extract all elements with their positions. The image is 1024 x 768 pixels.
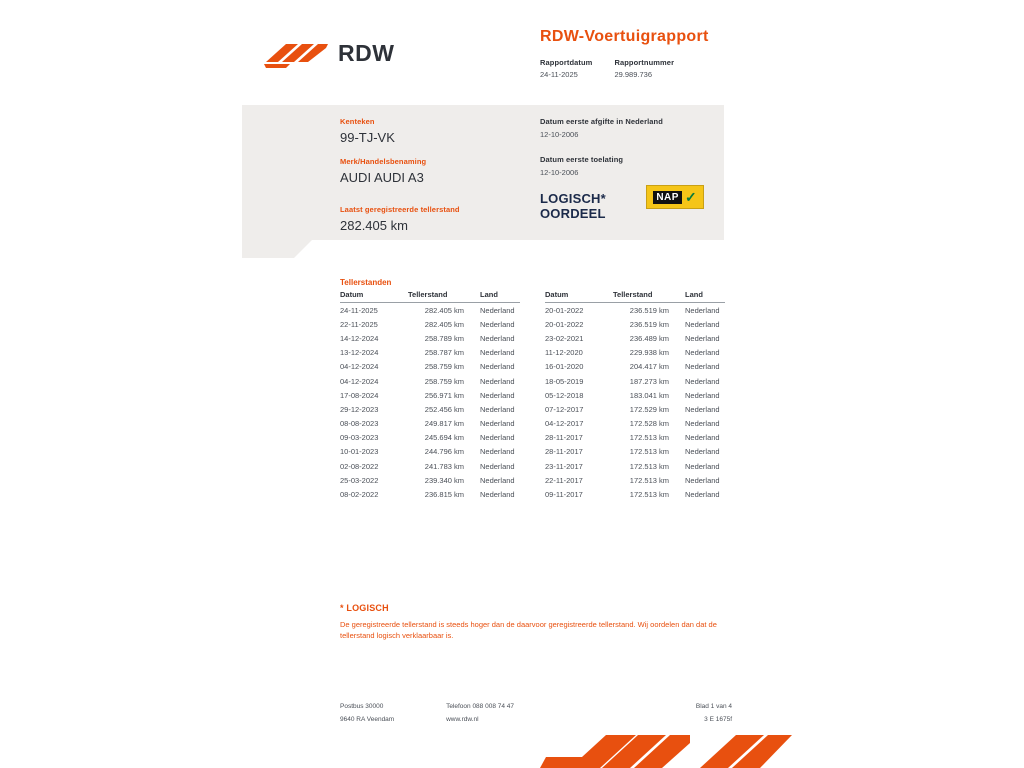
table-row <box>545 374 725 388</box>
footer-contact <box>446 700 514 726</box>
summary-left-column <box>340 117 530 245</box>
merk-block <box>340 157 530 185</box>
cell-tellerstand: 282.405 km <box>424 305 464 315</box>
merk-label: Merk/Handelsbenaming <box>340 157 427 166</box>
col-tellerstand: Tellerstand <box>607 290 677 303</box>
cell-land: Nederland <box>480 348 515 358</box>
cell-tellerstand: 258.789 km <box>424 333 464 343</box>
cell-tellerstand: 187.273 km <box>629 376 669 386</box>
table-row <box>340 445 520 459</box>
table-row <box>340 317 520 331</box>
cell-tellerstand: 204.417 km <box>629 362 669 372</box>
cell-datum: 25-03-2022 <box>340 475 379 485</box>
footer-website[interactable]: www.rdw.nl <box>446 716 479 723</box>
document-header <box>242 18 742 88</box>
cell-datum: 23-11-2017 <box>545 461 583 471</box>
cell-tellerstand: 172.513 km <box>629 447 669 457</box>
cell-land: Nederland <box>480 305 515 315</box>
cell-datum: 28-11-2017 <box>545 433 583 443</box>
cell-datum: 23-02-2021 <box>545 333 584 343</box>
cell-datum: 22-11-2025 <box>340 319 378 329</box>
table-row <box>545 445 725 459</box>
cell-tellerstand: 258.759 km <box>424 376 464 386</box>
laatste-tellerstand-block <box>340 205 530 233</box>
cell-datum: 08-08-2023 <box>340 419 379 429</box>
col-land: Land <box>472 290 520 303</box>
cell-tellerstand: 282.405 km <box>424 319 464 329</box>
tellerstanden-table-left <box>340 290 520 502</box>
cell-tellerstand: 236.489 km <box>629 333 669 343</box>
footnote-body: De geregistreerde tellerstand is steeds hoger dan de daarvoor geregistreerde tellerstand. Wij oordelen dan dat de tellerstand logisch verklaarbaar is. <box>340 620 717 640</box>
cell-tellerstand: 236.815 km <box>424 490 464 500</box>
report-date-label: Rapportdatum <box>540 58 593 67</box>
tellerstanden-table-right <box>545 290 725 502</box>
table-row <box>545 317 725 331</box>
cell-land: Nederland <box>685 333 720 343</box>
cell-datum: 09-11-2017 <box>545 490 583 500</box>
cell-tellerstand: 172.528 km <box>629 419 669 429</box>
cell-tellerstand: 172.513 km <box>629 461 669 471</box>
table-body-right <box>545 303 725 502</box>
cell-datum: 29-12-2023 <box>340 404 379 414</box>
cell-tellerstand: 244.796 km <box>424 447 464 457</box>
cell-datum: 10-01-2023 <box>340 447 379 457</box>
eerste-toelating-label: Datum eerste toelating <box>540 155 624 164</box>
eerste-afgifte-block <box>540 117 720 139</box>
cell-datum: 14-12-2024 <box>340 333 379 343</box>
eerste-toelating-value: 12-10-2006 <box>540 168 579 177</box>
col-datum: Datum <box>340 290 402 303</box>
table-row <box>545 346 725 360</box>
table-row <box>340 473 520 487</box>
cell-datum: 22-11-2017 <box>545 475 583 485</box>
cell-datum: 02-08-2022 <box>340 461 379 471</box>
col-tellerstand: Tellerstand <box>402 290 472 303</box>
cell-land: Nederland <box>480 376 515 386</box>
cell-land: Nederland <box>480 461 515 471</box>
table-row <box>545 487 725 501</box>
cell-datum: 09-03-2023 <box>340 433 379 443</box>
cell-land: Nederland <box>685 475 720 485</box>
report-number-label: Rapportnummer <box>614 58 675 67</box>
table-header-row <box>545 290 725 303</box>
cell-land: Nederland <box>685 433 720 443</box>
cell-datum: 04-12-2024 <box>340 362 379 372</box>
report-date-value: 24-11-2025 <box>540 70 578 79</box>
table-row <box>340 331 520 345</box>
cell-land: Nederland <box>685 348 720 358</box>
cell-land: Nederland <box>480 490 515 500</box>
rdw-footer-graphic-icon <box>540 735 800 768</box>
table-row <box>340 374 520 388</box>
cell-datum: 20-01-2022 <box>545 319 584 329</box>
table-row <box>340 303 520 318</box>
footer-address <box>340 700 394 726</box>
cell-tellerstand: 172.513 km <box>629 475 669 485</box>
report-date-block <box>540 58 592 79</box>
col-datum: Datum <box>545 290 607 303</box>
cell-tellerstand: 236.519 km <box>629 305 669 315</box>
table-row <box>545 417 725 431</box>
cell-datum: 24-11-2025 <box>340 305 378 315</box>
footer-page-info <box>696 700 732 726</box>
cell-datum: 17-08-2024 <box>340 390 379 400</box>
cell-land: Nederland <box>685 419 720 429</box>
cell-datum: 08-02-2022 <box>340 490 379 500</box>
eerste-toelating-block <box>540 155 720 177</box>
nap-label: NAP <box>653 191 682 204</box>
cell-datum: 05-12-2018 <box>545 390 584 400</box>
cell-tellerstand: 229.938 km <box>629 348 669 358</box>
kenteken-label: Kenteken <box>340 117 375 126</box>
table-row <box>545 431 725 445</box>
cell-land: Nederland <box>685 390 720 400</box>
table-row <box>340 346 520 360</box>
laatste-tellerstand-label: Laatst geregistreerde tellerstand <box>340 205 460 214</box>
table-row <box>340 417 520 431</box>
nap-badge <box>646 185 704 209</box>
cell-land: Nederland <box>685 376 720 386</box>
cell-tellerstand: 183.041 km <box>629 390 669 400</box>
cell-land: Nederland <box>480 404 515 414</box>
document-footer <box>340 700 732 726</box>
table-row <box>545 388 725 402</box>
table-row <box>340 431 520 445</box>
panel-notch-shape <box>242 240 312 258</box>
cell-land: Nederland <box>685 362 720 372</box>
cell-tellerstand: 241.783 km <box>424 461 464 471</box>
table-body-left <box>340 303 520 502</box>
cell-tellerstand: 258.787 km <box>424 348 464 358</box>
cell-tellerstand: 172.513 km <box>629 433 669 443</box>
cell-land: Nederland <box>685 319 720 329</box>
cell-datum: 07-12-2017 <box>545 404 584 414</box>
cell-tellerstand: 252.456 km <box>424 404 464 414</box>
cell-tellerstand: 172.513 km <box>629 490 669 500</box>
table-row <box>545 303 725 318</box>
report-number-block <box>614 58 674 79</box>
cell-tellerstand: 236.519 km <box>629 319 669 329</box>
cell-tellerstand: 258.759 km <box>424 362 464 372</box>
cell-land: Nederland <box>685 461 720 471</box>
cell-land: Nederland <box>480 319 515 329</box>
cell-datum: 16-01-2020 <box>545 362 584 372</box>
footnote-title: * LOGISCH <box>340 603 389 613</box>
cell-land: Nederland <box>480 333 515 343</box>
table-row <box>545 331 725 345</box>
cell-tellerstand: 245.694 km <box>424 433 464 443</box>
cell-land: Nederland <box>685 305 720 315</box>
cell-datum: 20-01-2022 <box>545 305 584 315</box>
summary-right-column <box>540 117 720 189</box>
table-row <box>545 402 725 416</box>
table-row <box>340 388 520 402</box>
cell-tellerstand: 249.817 km <box>424 419 464 429</box>
footer-phone: Telefoon 088 008 74 47 <box>446 703 515 710</box>
cell-tellerstand: 256.971 km <box>424 390 464 400</box>
cell-land: Nederland <box>685 490 720 500</box>
laatste-tellerstand-value: 282.405 km <box>340 218 408 233</box>
table-row <box>340 487 520 501</box>
table-row <box>545 459 725 473</box>
cell-datum: 11-12-2020 <box>545 348 583 358</box>
cell-land: Nederland <box>480 475 515 485</box>
cell-land: Nederland <box>480 433 515 443</box>
table-row <box>340 402 520 416</box>
cell-datum: 13-12-2024 <box>340 348 379 358</box>
cell-land: Nederland <box>480 419 515 429</box>
cell-land: Nederland <box>480 447 515 457</box>
cell-datum: 04-12-2017 <box>545 419 584 429</box>
nap-check-icon: ✓ <box>684 189 697 205</box>
oordeel-line-2: OORDEEL <box>540 206 606 221</box>
cell-datum: 18-05-2019 <box>545 376 584 386</box>
tellerstanden-title: Tellerstanden <box>340 278 392 287</box>
page-title: RDW-Voertuigrapport <box>540 28 709 45</box>
footer-form-code: 3 E 1675f <box>704 716 732 723</box>
eerste-afgifte-label: Datum eerste afgifte in Nederland <box>540 117 663 126</box>
table-row <box>545 360 725 374</box>
vehicle-summary-panel <box>242 105 724 240</box>
rdw-wordmark: RDW <box>338 40 395 66</box>
table-row <box>340 459 520 473</box>
eerste-afgifte-value: 12-10-2006 <box>540 130 579 139</box>
kenteken-value: 99-TJ-VK <box>340 130 395 145</box>
footer-address-line-2: 9640 RA Veendam <box>340 716 395 723</box>
cell-datum: 28-11-2017 <box>545 447 583 457</box>
cell-tellerstand: 239.340 km <box>424 475 464 485</box>
col-land: Land <box>677 290 725 303</box>
table-header-row <box>340 290 520 303</box>
cell-tellerstand: 172.529 km <box>629 404 669 414</box>
table-row <box>340 360 520 374</box>
oordeel-line-1: LOGISCH* <box>540 191 606 206</box>
table-row <box>545 473 725 487</box>
oordeel-block <box>540 191 606 221</box>
footer-address-line-1: Postbus 30000 <box>340 703 384 710</box>
report-meta <box>540 58 674 79</box>
cell-land: Nederland <box>480 390 515 400</box>
rdw-chevron-logo-icon <box>264 38 332 70</box>
cell-land: Nederland <box>480 362 515 372</box>
kenteken-block <box>340 117 530 145</box>
cell-datum: 04-12-2024 <box>340 376 379 386</box>
footnote-block <box>340 603 730 641</box>
cell-land: Nederland <box>685 447 720 457</box>
footer-page-number: Blad 1 van 4 <box>695 703 732 710</box>
cell-land: Nederland <box>685 404 720 414</box>
report-number-value: 29.989.736 <box>614 70 652 79</box>
merk-value: AUDI AUDI A3 <box>340 170 424 185</box>
